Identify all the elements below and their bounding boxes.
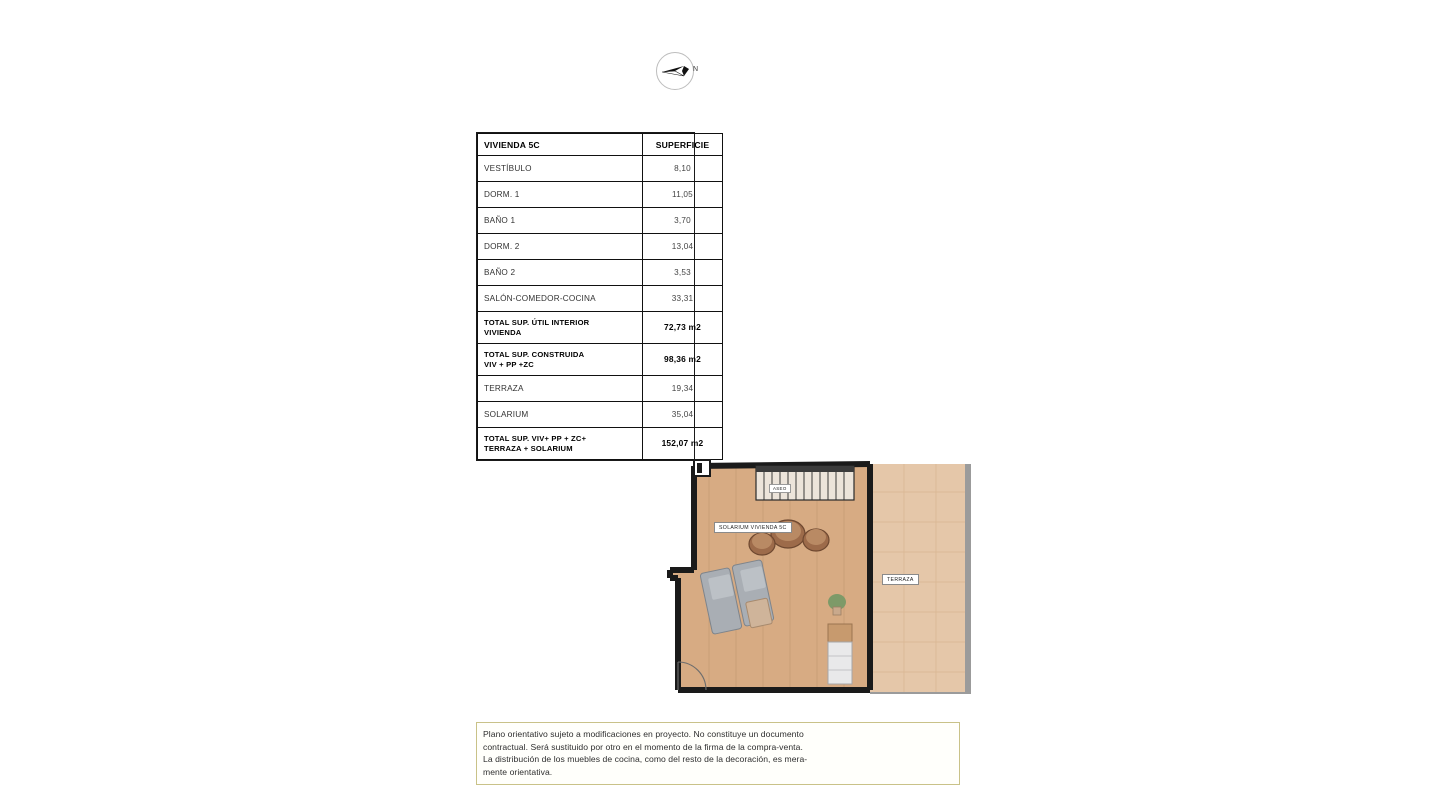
row-label: BAÑO 1 xyxy=(478,208,643,234)
plan-label-solarium: SOLARIUM VIVIENDA 5C xyxy=(714,522,792,533)
floor-plan xyxy=(664,452,971,697)
row-label: DORM. 2 xyxy=(478,234,643,260)
table-header-name: VIVIENDA 5C xyxy=(478,134,643,156)
table-row xyxy=(478,402,723,428)
row-label-line1: TOTAL SUP. ÚTIL INTERIOR xyxy=(484,318,590,328)
row-value: 35,04 xyxy=(643,402,723,428)
row-value: 3,53 xyxy=(643,260,723,286)
surface-table xyxy=(476,132,710,461)
outdoor-bench xyxy=(828,624,852,684)
disclaimer-line-3: La distribución de los muebles de cocina, como del resto de la decoración, es mera- xyxy=(483,754,808,765)
floor-plan-drawing xyxy=(664,452,971,697)
disclaimer-line-2: contractual. Será sustituido por otro en el momento de la firma de la compra-venta. xyxy=(483,741,803,752)
plan-label-terraza: TERRAZA xyxy=(882,574,919,585)
compass-north-label: N xyxy=(693,66,699,73)
row-label-line1: TOTAL SUP. VIV+ PP + ZC+ xyxy=(484,434,587,444)
row-label-line2: VIVIENDA xyxy=(484,327,522,337)
row-label: TERRAZA xyxy=(478,376,643,402)
plan-technical-box-fill xyxy=(697,463,702,473)
table-header-row xyxy=(478,134,723,156)
row-value: 72,73 m2 xyxy=(643,312,723,344)
disclaimer-line-1: Plano orientativo sujeto a modificaciones en proyecto. No constituye un documento xyxy=(483,729,804,739)
table-row-total xyxy=(478,344,723,376)
row-value: 13,04 xyxy=(643,234,723,260)
staircase xyxy=(756,466,854,500)
table-row xyxy=(478,376,723,402)
disclaimer-box xyxy=(476,722,960,785)
row-value: 3,70 xyxy=(643,208,723,234)
row-label: BAÑO 2 xyxy=(478,260,643,286)
row-label xyxy=(478,344,643,376)
row-value: 152,07 m2 xyxy=(643,428,723,460)
table-row xyxy=(478,260,723,286)
side-table xyxy=(746,598,773,628)
row-label xyxy=(478,428,643,460)
row-label-line1: TOTAL SUP. CONSTRUIDA xyxy=(484,350,585,360)
disclaimer-line-4: mente orientativa. xyxy=(483,766,553,777)
table-row xyxy=(478,234,723,260)
row-label: VESTÍBULO xyxy=(478,156,643,182)
row-label: DORM. 1 xyxy=(478,182,643,208)
plan-label-aseo: ASEO xyxy=(769,484,791,493)
table-row xyxy=(478,182,723,208)
table-row-total xyxy=(478,312,723,344)
table-row xyxy=(478,286,723,312)
table-row xyxy=(478,156,723,182)
row-value: 98,36 m2 xyxy=(643,344,723,376)
table-row xyxy=(478,208,723,234)
row-label-line2: TERRAZA + SOLARIUM xyxy=(484,443,573,453)
row-value: 19,34 xyxy=(643,376,723,402)
row-label-line2: VIV + PP +ZC xyxy=(484,359,534,369)
row-label: SOLARIUM xyxy=(478,402,643,428)
row-value: 8,10 xyxy=(643,156,723,182)
row-label: SALÓN-COMEDOR-COCINA xyxy=(478,286,643,312)
row-label xyxy=(478,312,643,344)
compass xyxy=(656,52,699,90)
compass-needle-icon xyxy=(656,52,694,90)
row-value: 11,05 xyxy=(643,182,723,208)
row-value: 33,31 xyxy=(643,286,723,312)
table-header-value: SUPERFICIE xyxy=(643,134,723,156)
